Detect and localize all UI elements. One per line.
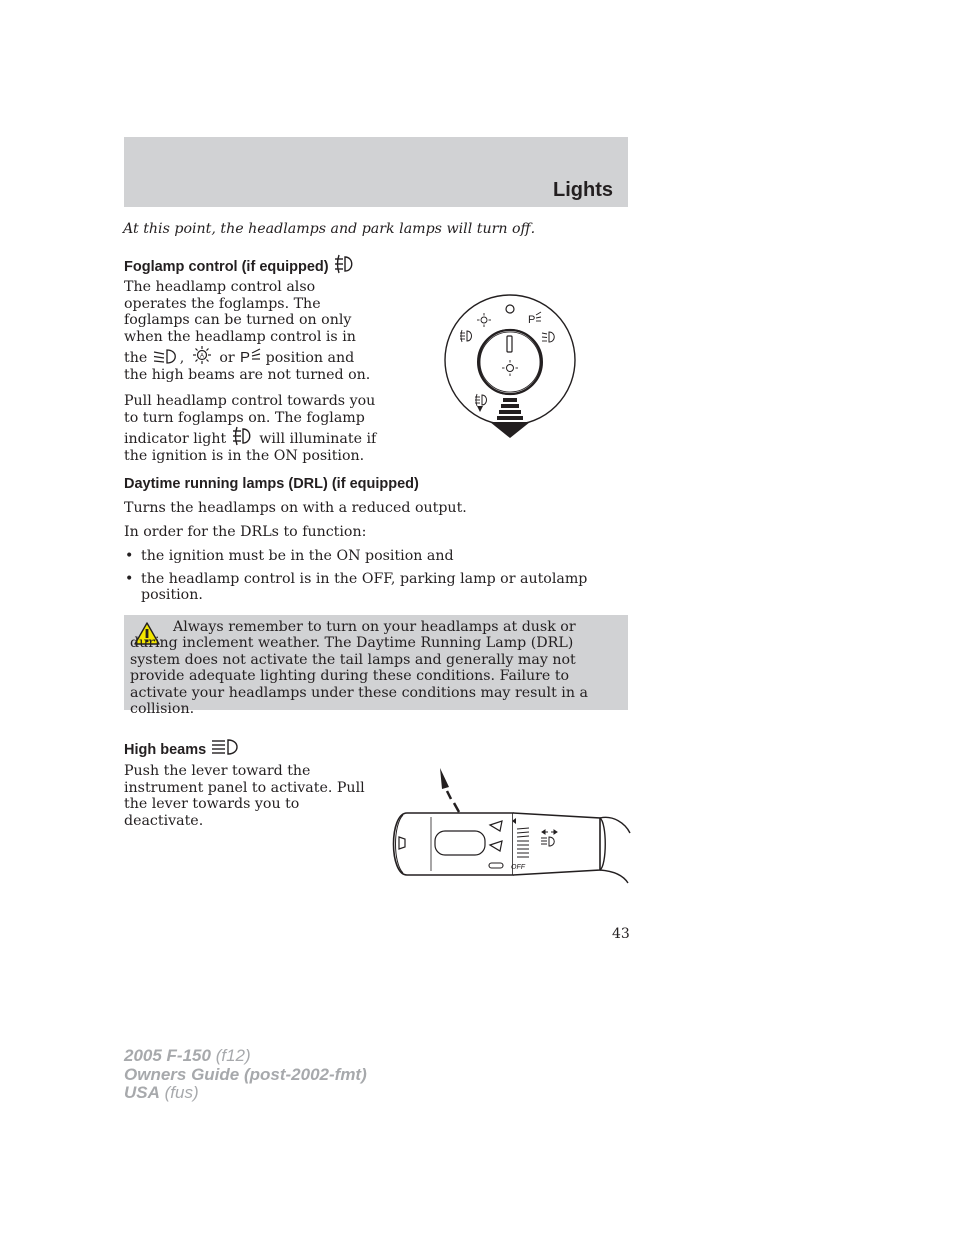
foglamp-heading-text: Foglamp control (if equipped) bbox=[124, 259, 329, 275]
autolamp-icon bbox=[189, 345, 215, 365]
foglamp-p1-start: The headlamp control also operates the foglamps. The foglamps can be turned on only when the headlamp control is in the bbox=[124, 279, 356, 367]
footer-region: USA bbox=[124, 1083, 160, 1102]
high-beams-heading bbox=[124, 737, 242, 758]
foglamp-p1-end: position and the high beams are not turned on. bbox=[124, 350, 371, 383]
high-beams-text: Push the lever toward the instrument panel to activate. Pull the lever towards you to deactivate. bbox=[124, 763, 365, 829]
low-beam-icon bbox=[152, 348, 180, 365]
foglamp-p2-start: Pull headlamp control towards you to turn foglamps on. The foglamp indicator light bbox=[124, 393, 376, 448]
list-item: • the ignition must be in the ON position and bbox=[124, 548, 594, 565]
document-footer bbox=[124, 1047, 367, 1103]
foglamp-p1-comma: , bbox=[179, 350, 185, 367]
foglamp-p1-or: or bbox=[219, 350, 235, 367]
drl-heading: Daytime running lamps (DRL) (if equipped) bbox=[124, 476, 419, 492]
foglamp-indicator-icon bbox=[231, 426, 255, 446]
footer-region-code: (fus) bbox=[164, 1083, 199, 1102]
warning-box bbox=[124, 615, 628, 718]
foglamp-heading bbox=[124, 254, 357, 275]
foglamp-icon bbox=[333, 254, 357, 274]
drl-bullet-list bbox=[124, 548, 594, 610]
foglamp-paragraph-2 bbox=[124, 393, 379, 464]
dial-parking-label: P bbox=[528, 314, 536, 326]
drl-paragraph-2: In order for the DRLs to function: bbox=[124, 524, 367, 540]
warning-text: Always remember to turn on your headlamps at dusk or during inclement weather. The Daytime Running Lamp (DRL) system does not activate the tail lamps and generally may not provide adequate lighting during these conditions. Failure to activate your headlamps under these conditions may result in a collision. bbox=[130, 619, 588, 718]
footer-guide: Owners Guide (post-2002-fmt) bbox=[124, 1064, 367, 1084]
foglamp-paragraph-1 bbox=[124, 279, 379, 384]
multifunction-lever-illustration bbox=[385, 765, 635, 890]
header-band bbox=[124, 137, 628, 207]
footer-line-1 bbox=[124, 1047, 367, 1066]
headlamp-control-illustration bbox=[440, 292, 580, 442]
parking-lamp-icon bbox=[239, 347, 261, 365]
footer-model: 2005 F-150 bbox=[124, 1046, 211, 1065]
intro-text: At this point, the headlamps and park lamps will turn off. bbox=[123, 221, 536, 237]
lever-off-label: OFF bbox=[511, 864, 525, 871]
footer-line-2 bbox=[124, 1066, 367, 1085]
list-item: • the headlamp control is in the OFF, parking lamp or autolamp position. bbox=[124, 571, 594, 604]
svg-text:P: P bbox=[240, 349, 251, 366]
page-number: 43 bbox=[612, 926, 630, 942]
section-title: Lights bbox=[553, 179, 613, 201]
footer-line-3 bbox=[124, 1084, 367, 1103]
svg-text:A: A bbox=[199, 353, 204, 360]
footer-model-code: (f12) bbox=[215, 1046, 251, 1065]
foglamp-p2-end: will illuminate if the ignition is in the ON position. bbox=[124, 431, 377, 464]
drl-paragraph-1: Turns the headlamps on with a reduced output. bbox=[124, 500, 467, 516]
high-beam-icon bbox=[210, 737, 242, 757]
high-beams-heading-text: High beams bbox=[124, 742, 207, 758]
